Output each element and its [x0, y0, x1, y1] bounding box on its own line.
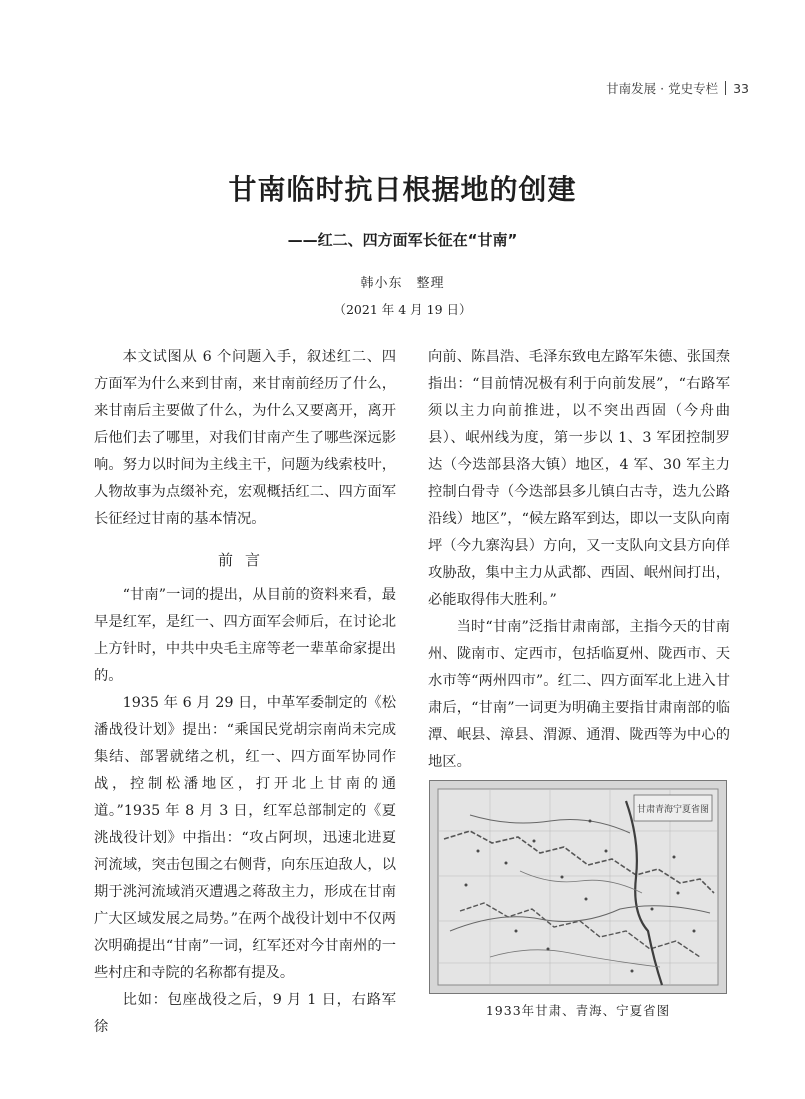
section-heading-preface: 前言	[217, 551, 272, 569]
body-paragraph: 比如：包座战役之后，9 月 1 日，右路军徐	[94, 992, 396, 1035]
body-paragraph: 1935 年 6 月 29 日，中革军委制定的《松潘战役计划》提出：“乘国民党胡宗南尚未完成集结、部署就绪之机，红一、四方面军协同作战，控制松潘地区，打开北上甘南的通道。”1935 年 8 月 3 日，红军总部制定的《夏洮战役计划》中指出：“攻占阿坝，迅速北进夏河流域，突击包围之右侧背，向东压迫敌人，以期于洮河流域消灭遭遇之蒋敌主力，形成在甘南广大区域发展之局势。”在两个战役计划中不仅两次明确提出“甘南”一词，红军还对今甘南州的一些村庄和寺院的名称都有提及。	[94, 695, 396, 981]
article-subtitle: ——红二、四方面军长征在“甘南”	[287, 231, 518, 249]
article-date: （2021 年 4 月 19 日）	[333, 302, 472, 317]
left-column	[94, 344, 396, 1041]
map-illustration	[430, 781, 726, 993]
map-inset-title: 甘肃青海宁夏省图	[636, 805, 710, 815]
article-title: 甘南临时抗日根据地的创建	[228, 173, 577, 206]
header-divider	[725, 81, 726, 95]
body-paragraph: 当时“甘南”泛指甘肃南部，主指今天的甘南州、陇南市、定西市，包括临夏州、陇西市、天水市等“两州四市”。红二、四方面军北上进入甘肃后，“甘南”一词更为明确主要指甘肃南部的临潭、岷县、漳县、渭源、通渭、陇西等为中心的地区。	[428, 619, 730, 770]
historical-map-figure	[429, 780, 727, 994]
running-header	[606, 79, 749, 97]
body-paragraph: “甘南”一词的提出，从目前的资料来看，最早是红军，是红一、四方面军会师后，在讨论北上方针时，中共中央毛主席等老一辈革命家提出的。	[94, 587, 396, 684]
body-paragraph-continued: 向前、陈昌浩、毛泽东致电左路军朱德、张国焘指出：“目前情况极有利于向前发展”，“右路军须以主力向前推进，以不突出西固（今舟曲县）、岷州线为度，第一步以 1、3 军团控制罗达（今迭部县洛大镇）地区，4 军、30 军主力控制白骨寺（今迭部县多儿镇白古寺，迭九公路沿线）地区”，“候左路军到达，即以一支队向南坪（今九寨沟县）方向，又一支队向文县方向佯攻胁敌，集中主力从武都、西固、岷州间打出，必能取得伟大胜利。”	[428, 349, 730, 608]
page-number: 33	[733, 80, 749, 96]
section-name: 甘南发展 · 党史专栏	[606, 81, 719, 96]
abstract-paragraph: 本文试图从 6 个问题入手，叙述红二、四方面军为什么来到甘南，来甘南前经历了什么，来甘南后主要做了什么，为什么又要离开，离开后他们去了哪里，对我们甘南产生了哪些深远影响。努力以时间为主线主干，问题为线索枝叶，人物故事为点缀补充，宏观概括红二、四方面军长征经过甘南的基本情况。	[94, 349, 396, 527]
right-column	[428, 344, 730, 776]
article-author: 韩小东 整理	[360, 276, 445, 291]
figure-caption: 1933年甘肃、青海、宁夏省图	[485, 1003, 671, 1018]
